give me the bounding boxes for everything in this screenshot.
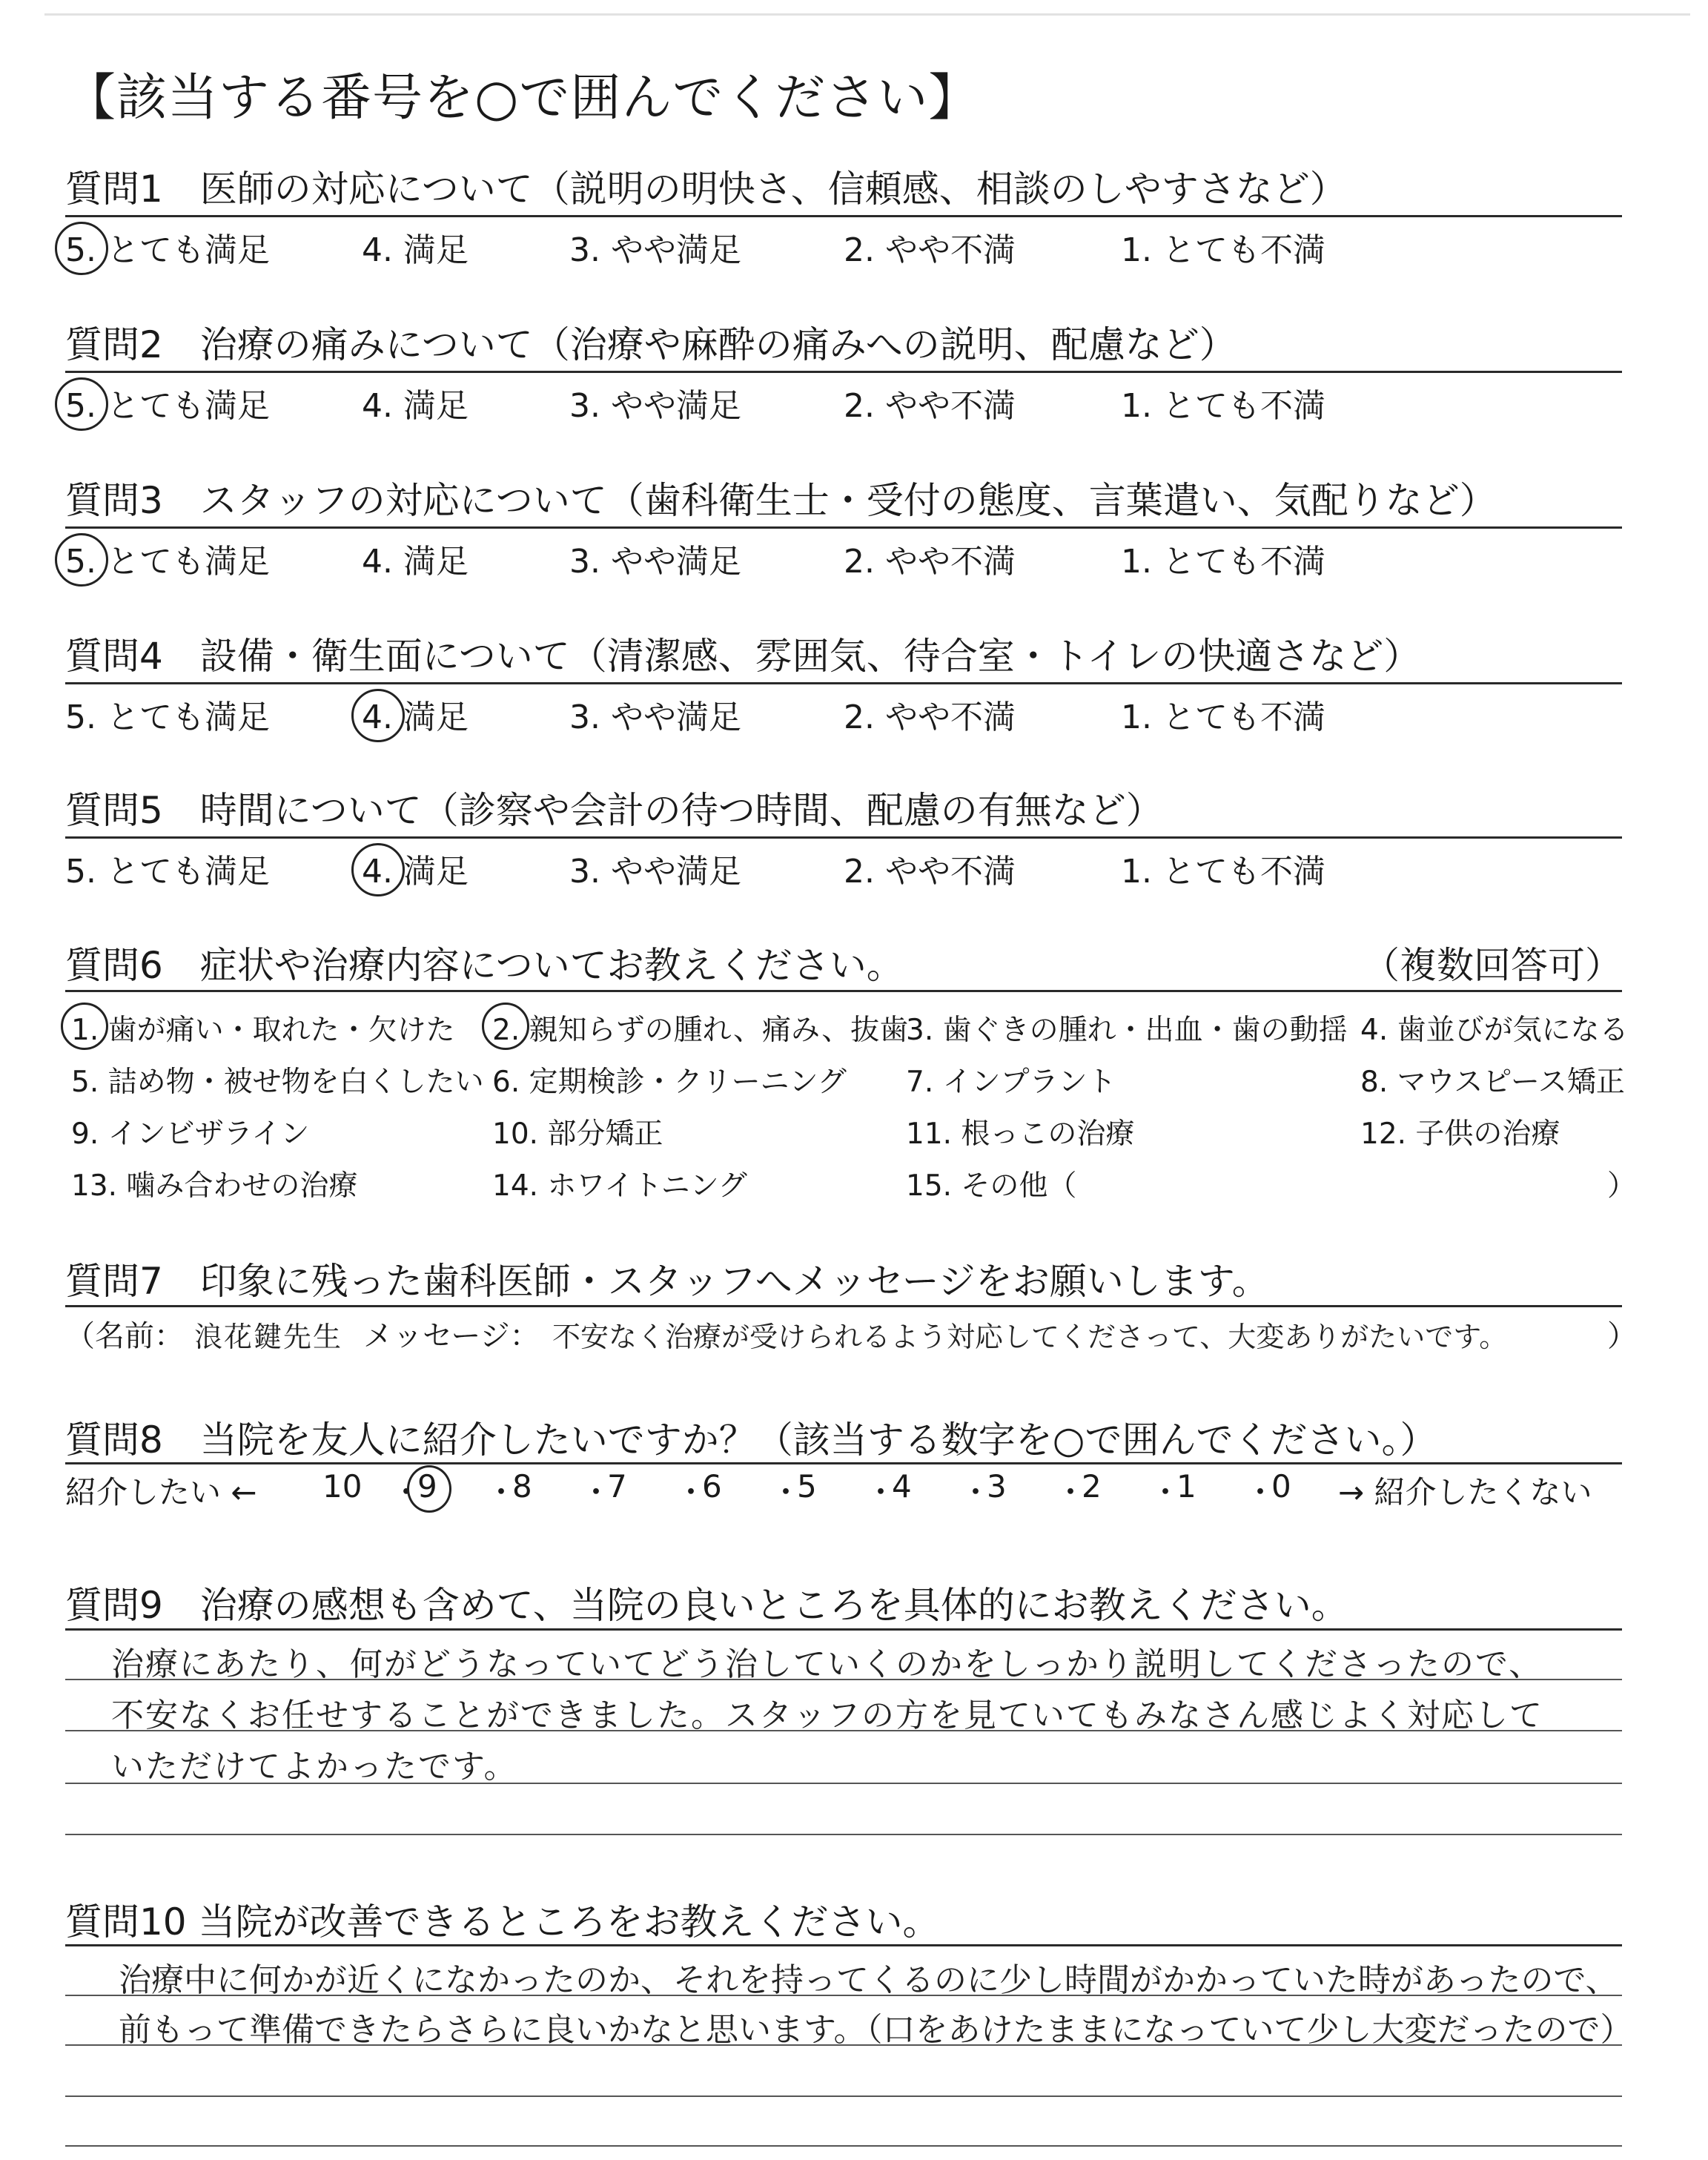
q5-option-3[interactable]: 3. やや満足 bbox=[569, 853, 741, 891]
q1-option-3[interactable]: 3. やや満足 bbox=[569, 231, 741, 269]
q3-option-2[interactable]: 2. やや不満 bbox=[844, 543, 1016, 581]
q9-answer-line: 治療にあたり、何がどうなっていてどう治していくのかをしっかり説明してくださったので、 bbox=[111, 1645, 1543, 1683]
q8-scale-separator: ・ bbox=[580, 1474, 612, 1510]
q8-scale-7[interactable]: 7 bbox=[607, 1468, 627, 1505]
q1-option-5[interactable]: 5. とても満足 bbox=[65, 231, 270, 269]
q6-option-4[interactable]: 4. 歯並びが気になる bbox=[1360, 1014, 1629, 1047]
q9-title: 質問9 治療の感想も含めて、当院の良いところを具体的にお教えください。 bbox=[65, 1584, 1348, 1627]
q5-option-2[interactable]: 2. やや不満 bbox=[844, 853, 1016, 891]
selection-circle-mark bbox=[407, 1465, 451, 1513]
q1-option-2[interactable]: 2. やや不満 bbox=[844, 231, 1016, 269]
q6-option-13[interactable]: 13. 噛み合わせの治療 bbox=[71, 1169, 358, 1203]
q8-scale-separator: ・ bbox=[1055, 1474, 1087, 1510]
q4-rule bbox=[65, 682, 1622, 684]
q9-answer-line: 不安なくお任せすることができました。スタッフの方を見ていてもみなさん感じよく対応して bbox=[111, 1697, 1543, 1734]
selection-circle-mark bbox=[55, 533, 108, 587]
page-heading: 【該当する番号を○で囲んでください】 bbox=[65, 69, 980, 128]
q6-note: （複数回答可） bbox=[1363, 944, 1622, 987]
q8-scale-separator: ・ bbox=[865, 1474, 897, 1510]
q6-option-10[interactable]: 10. 部分矯正 bbox=[492, 1117, 663, 1151]
q4-option-4[interactable]: 4. 満足 bbox=[362, 698, 469, 736]
q6-option-3[interactable]: 3. 歯ぐきの腫れ・出血・歯の動揺 bbox=[906, 1014, 1348, 1047]
q8-scale-separator: ・ bbox=[1150, 1474, 1182, 1510]
q8-scale-separator: ・ bbox=[675, 1474, 707, 1510]
q7-message-value: 不安なく治療が受けられるよう対応してくださって、大変ありがたいです。 bbox=[552, 1321, 1508, 1353]
q6-option-2[interactable]: 2. 親知らずの腫れ、痛み、抜歯 bbox=[492, 1014, 909, 1047]
q5-title: 質問5 時間について（診察や会計の待つ時間、配慮の有無など） bbox=[65, 789, 1163, 832]
q7-rule bbox=[65, 1305, 1622, 1307]
q6-option-15[interactable]: 15. その他（ bbox=[906, 1169, 1077, 1203]
q6-option-8[interactable]: 8. マウスピース矯正 bbox=[1360, 1066, 1625, 1099]
q7-name-value: 浪花鍵先生 bbox=[194, 1321, 343, 1353]
q6-option-7[interactable]: 7. インプラント bbox=[906, 1066, 1116, 1099]
q8-scale-6[interactable]: 6 bbox=[702, 1468, 722, 1505]
q10-title: 質問10 当院が改善できるところをお教えください。 bbox=[65, 1900, 940, 1943]
q9-rule bbox=[65, 1628, 1622, 1631]
q5-rule bbox=[65, 836, 1622, 839]
q6-option-12[interactable]: 12. 子供の治療 bbox=[1360, 1117, 1560, 1151]
q6-option-14[interactable]: 14. ホワイトニング bbox=[492, 1169, 747, 1203]
q4-option-3[interactable]: 3. やや満足 bbox=[569, 698, 741, 736]
q6-option-1[interactable]: 1. 歯が痛い・取れた・欠けた bbox=[71, 1014, 455, 1047]
q2-option-3[interactable]: 3. やや満足 bbox=[569, 387, 741, 425]
q1-option-1[interactable]: 1. とても不満 bbox=[1121, 231, 1325, 269]
q8-scale-3[interactable]: 3 bbox=[987, 1468, 1007, 1505]
selection-circle-mark bbox=[351, 689, 405, 742]
q8-scale-separator: ・ bbox=[391, 1474, 423, 1510]
q8-left-label: 紹介したい ← bbox=[65, 1474, 257, 1510]
q6-rule bbox=[65, 990, 1622, 992]
q6-option-6[interactable]: 6. 定期検診・クリーニング bbox=[492, 1066, 847, 1099]
q3-title: 質問3 スタッフの対応について（歯科衛生士・受付の態度、言葉遣い、気配りなど） bbox=[65, 479, 1497, 522]
q6-option-11[interactable]: 11. 根っこの治療 bbox=[906, 1117, 1135, 1151]
selection-circle-mark bbox=[61, 1003, 108, 1050]
q7-message-label: メッセージ： bbox=[363, 1319, 540, 1353]
q2-option-5[interactable]: 5. とても満足 bbox=[65, 387, 270, 425]
q10-answer-line: 前もって準備できたらさらに良いかなと思います。（口をあけたままになっていて少し大変だったので） bbox=[119, 2011, 1633, 2049]
q10-rule bbox=[65, 1944, 1622, 1946]
q8-scale-10[interactable]: 10 bbox=[322, 1468, 363, 1505]
q7-title: 質問7 印象に残った歯科医師・スタッフへメッセージをお願いします。 bbox=[65, 1260, 1269, 1303]
q8-scale-1[interactable]: 1 bbox=[1176, 1468, 1196, 1505]
q2-option-1[interactable]: 1. とても不満 bbox=[1121, 387, 1325, 425]
q8-rule bbox=[65, 1462, 1622, 1464]
q8-scale-separator: ・ bbox=[486, 1474, 517, 1510]
q8-scale-separator: ・ bbox=[770, 1474, 802, 1510]
q4-option-5[interactable]: 5. とても満足 bbox=[65, 698, 270, 736]
selection-circle-mark bbox=[55, 377, 108, 431]
q7-name-label: （名前： bbox=[65, 1319, 184, 1353]
q10-line-rule bbox=[65, 2145, 1622, 2147]
q6-option-5[interactable]: 5. 詰め物・被せ物を白くしたい bbox=[71, 1066, 484, 1099]
q2-title: 質問2 治療の痛みについて（治療や麻酔の痛みへの説明、配慮など） bbox=[65, 323, 1237, 366]
q8-scale-4[interactable]: 4 bbox=[892, 1468, 912, 1505]
q1-title: 質問1 医師の対応について（説明の明快さ、信頼感、相談のしやすさなど） bbox=[65, 168, 1347, 211]
q8-scale-8[interactable]: 8 bbox=[512, 1468, 532, 1505]
q8-scale-0[interactable]: 0 bbox=[1271, 1468, 1291, 1505]
selection-circle-mark bbox=[482, 1003, 529, 1050]
selection-circle-mark bbox=[351, 843, 405, 896]
q10-answer-line: 治療中に何かが近くになかったのか、それを持ってくるのに少し時間がかかっていた時があったので、 bbox=[119, 1961, 1618, 1999]
q9-line-rule bbox=[65, 1834, 1622, 1835]
q4-option-1[interactable]: 1. とても不満 bbox=[1121, 698, 1325, 736]
q3-option-1[interactable]: 1. とても不満 bbox=[1121, 543, 1325, 581]
q8-scale-2[interactable]: 2 bbox=[1082, 1468, 1102, 1505]
q6-title: 質問6 症状や治療内容についてお教えください。 bbox=[65, 944, 904, 987]
q6-option-9[interactable]: 9. インビザライン bbox=[71, 1117, 310, 1151]
q4-title: 質問4 設備・衛生面について（清潔感、雰囲気、待合室・トイレの快適さなど） bbox=[65, 635, 1421, 678]
q8-scale-separator: ・ bbox=[960, 1474, 992, 1510]
q8-title: 質問8 当院を友人に紹介したいですか？（該当する数字を○で囲んでください。） bbox=[65, 1418, 1437, 1462]
q1-rule bbox=[65, 215, 1622, 217]
q5-option-4[interactable]: 4. 満足 bbox=[362, 853, 469, 891]
q6-other-close: ） bbox=[1607, 1169, 1637, 1203]
q8-scale-separator: ・ bbox=[1245, 1474, 1277, 1510]
q8-scale-9[interactable]: 9 bbox=[417, 1468, 437, 1505]
scan-edge bbox=[44, 13, 1690, 16]
q2-option-4[interactable]: 4. 満足 bbox=[362, 387, 469, 425]
q3-option-5[interactable]: 5. とても満足 bbox=[65, 543, 270, 581]
q8-right-label: → 紹介したくない bbox=[1338, 1474, 1592, 1510]
q4-option-2[interactable]: 2. やや不満 bbox=[844, 698, 1016, 736]
q3-option-3[interactable]: 3. やや満足 bbox=[569, 543, 741, 581]
q10-line-rule bbox=[65, 2095, 1622, 2097]
q1-option-4[interactable]: 4. 満足 bbox=[362, 231, 469, 269]
q5-option-5[interactable]: 5. とても満足 bbox=[65, 853, 270, 891]
q8-scale-5[interactable]: 5 bbox=[797, 1468, 817, 1505]
q2-option-2[interactable]: 2. やや不満 bbox=[844, 387, 1016, 425]
q3-rule bbox=[65, 526, 1622, 529]
q2-rule bbox=[65, 371, 1622, 373]
q5-option-1[interactable]: 1. とても不満 bbox=[1121, 853, 1325, 891]
q3-option-4[interactable]: 4. 満足 bbox=[362, 543, 469, 581]
q9-answer-line: いただけてよかったです。 bbox=[111, 1748, 518, 1786]
selection-circle-mark bbox=[55, 222, 108, 275]
q7-close: ） bbox=[1607, 1319, 1637, 1353]
